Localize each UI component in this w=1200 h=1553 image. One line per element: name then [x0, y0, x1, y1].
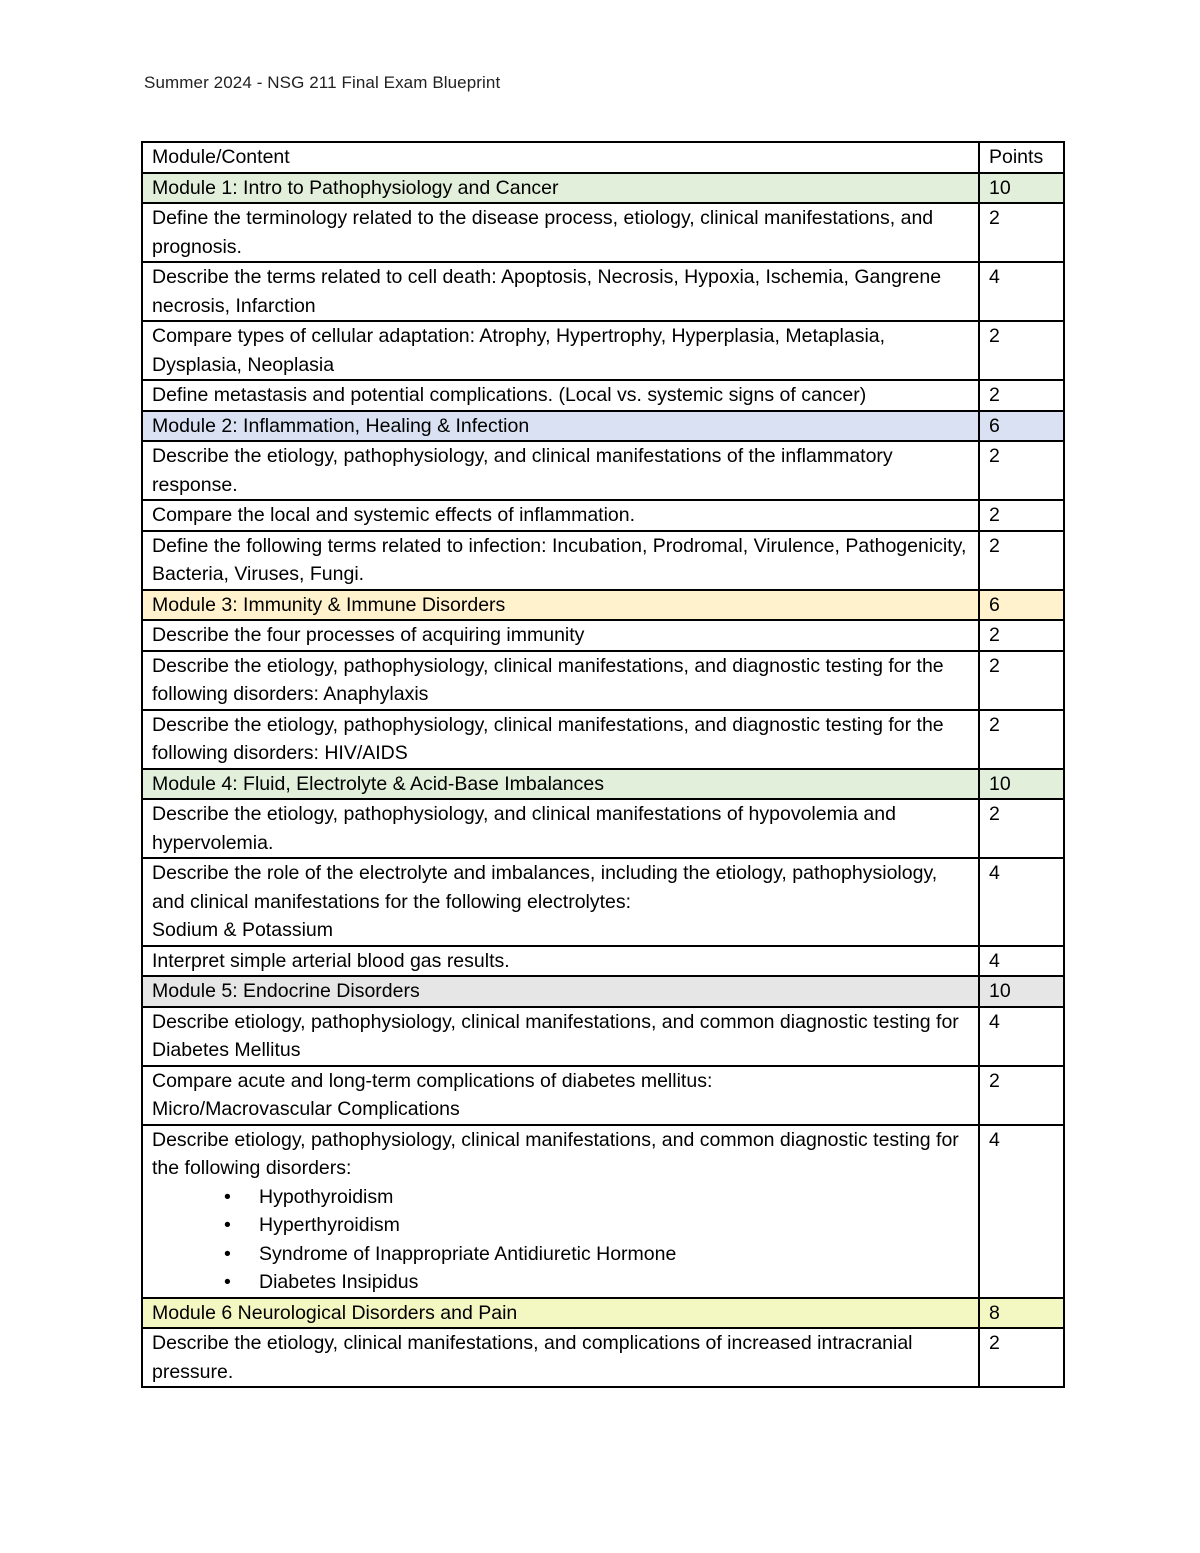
disorder-bullet-item: • Diabetes Insipidus: [152, 1268, 969, 1297]
points-cell: 4: [979, 1125, 1064, 1298]
points-cell: 4: [979, 1007, 1064, 1066]
content-cell: [142, 441, 979, 500]
module-title-cell: [142, 173, 979, 204]
objective-text: Describe the etiology, clinical manifestations, and complications of increased intracranial pressure.: [152, 1332, 913, 1383]
points-cell: 2: [979, 203, 1064, 262]
table-row: [142, 321, 1064, 380]
objective-text: Describe the role of the electrolyte and imbalances, including the etiology, pathophysiology, and clinical manifestations for the following electrolytes:: [152, 862, 938, 913]
disorder-bullet-item: • Syndrome of Inappropriate Antidiuretic Hormone: [152, 1240, 969, 1269]
module-points-cell: 6: [979, 411, 1064, 442]
objective-text: Describe the etiology, pathophysiology, and clinical manifestations of the inflammatory response.: [152, 445, 893, 496]
table-row: [142, 1007, 1064, 1066]
table-row: [142, 858, 1064, 946]
content-cell: [142, 946, 979, 977]
points-cell: 4: [979, 262, 1064, 321]
table-row: [142, 1066, 1064, 1125]
content-cell: [142, 710, 979, 769]
objective-text: Define the terminology related to the disease process, etiology, clinical manifestations, and prognosis.: [152, 207, 934, 258]
objective-text: Describe the etiology, pathophysiology, clinical manifestations, and diagnostic testing for the following disorders: Anaphylaxis: [152, 654, 944, 705]
points-cell: 2: [979, 380, 1064, 411]
objective-text: Define metastasis and potential complications. (Local vs. systemic signs of cancer): [152, 384, 867, 406]
content-cell: [142, 1328, 979, 1387]
module-row: [142, 976, 1064, 1007]
page-title: Summer 2024 - NSG 211 Final Exam Blueprint: [144, 73, 501, 92]
objective-text: Describe the etiology, pathophysiology, clinical manifestations, and diagnostic testing for the following disorders: HIV/AIDS: [152, 713, 944, 764]
table-row: [142, 441, 1064, 500]
content-cell: [142, 1125, 979, 1298]
module-title: Module 1: Intro to Pathophysiology and Cancer: [152, 176, 559, 199]
module-row: [142, 1298, 1064, 1329]
objective-text: Compare acute and long-term complications of diabetes mellitus:: [152, 1069, 713, 1092]
table-row: [142, 799, 1064, 858]
table-row: [142, 1125, 1064, 1298]
points-cell: 2: [979, 710, 1064, 769]
content-cell: [142, 262, 979, 321]
disorder-bullet-list: [152, 1183, 969, 1297]
points-cell: 2: [979, 321, 1064, 380]
disorder-bullet-item: • Hypothyroidism: [152, 1183, 969, 1212]
content-cell: [142, 620, 979, 651]
content-cell: [142, 321, 979, 380]
content-cell: [142, 500, 979, 531]
table-header-row: [142, 142, 1064, 173]
module-title-cell: [142, 411, 979, 442]
content-cell: [142, 858, 979, 946]
points-cell: 2: [979, 651, 1064, 710]
table-row: [142, 531, 1064, 590]
exam-blueprint-table: [141, 141, 1065, 1388]
module-title: Module 2: Inflammation, Healing & Infection: [152, 414, 530, 437]
points-cell: 2: [979, 620, 1064, 651]
module-title: Module 5: Endocrine Disorders: [152, 980, 420, 1002]
module-row: [142, 590, 1064, 621]
table-row: [142, 1328, 1064, 1387]
module-row: [142, 411, 1064, 442]
objective-text: Describe etiology, pathophysiology, clinical manifestations, and common diagnostic testing for the following disorders:: [152, 1128, 959, 1179]
disorder-bullet-item: • Hyperthyroidism: [152, 1211, 969, 1240]
points-cell: 2: [979, 1066, 1064, 1125]
content-cell: [142, 1066, 979, 1125]
table-row: [142, 651, 1064, 710]
module-title: Module 3: Immunity & Immune Disorders: [152, 593, 506, 616]
objective-text: Compare types of cellular adaptation: Atrophy, Hypertrophy, Hyperplasia, Metaplasia, Dysplasia, Neoplasia: [152, 325, 886, 376]
objective-text: Define the following terms related to infection: Incubation, Prodromal, Virulence, Pathogenicity, Bacteria, Viruses, Fungi.: [152, 534, 967, 585]
header-content-cell: Module/Content: [142, 142, 979, 173]
module-points-cell: 10: [979, 769, 1064, 800]
module-title-cell: [142, 976, 979, 1007]
table-row: [142, 620, 1064, 651]
objective-text: Interpret simple arterial blood gas results.: [152, 949, 510, 972]
objective-text: Describe etiology, pathophysiology, clinical manifestations, and common diagnostic testing for Diabetes Mellitus: [152, 1010, 959, 1061]
points-cell: 4: [979, 858, 1064, 946]
module-points-cell: 6: [979, 590, 1064, 621]
module-title: Module 4: Fluid, Electrolyte & Acid-Base Imbalances: [152, 772, 604, 795]
module-row: [142, 173, 1064, 204]
content-cell: [142, 1007, 979, 1066]
points-cell: 2: [979, 1328, 1064, 1387]
objective-extra-line: Micro/Macrovascular Complications: [152, 1098, 460, 1120]
objective-text: Describe the terms related to cell death: Apoptosis, Necrosis, Hypoxia, Ischemia, Gangrene necrosis, Infarction: [152, 266, 942, 317]
module-row: [142, 769, 1064, 800]
points-cell: 2: [979, 500, 1064, 531]
content-cell: [142, 651, 979, 710]
module-points-cell: 8: [979, 1298, 1064, 1329]
table-row: [142, 710, 1064, 769]
content-cell: [142, 203, 979, 262]
module-points-cell: 10: [979, 976, 1064, 1007]
objective-text: Describe the four processes of acquiring immunity: [152, 624, 585, 646]
table-row: [142, 262, 1064, 321]
module-points-cell: 10: [979, 173, 1064, 204]
points-cell: 4: [979, 946, 1064, 977]
points-cell: 2: [979, 441, 1064, 500]
objective-text: Describe the etiology, pathophysiology, and clinical manifestations of hypovolemia and hypervolemia.: [152, 803, 896, 854]
module-title-cell: [142, 1298, 979, 1329]
module-title-cell: [142, 590, 979, 621]
content-cell: [142, 531, 979, 590]
table-row: [142, 380, 1064, 411]
objective-text: Compare the local and systemic effects of inflammation.: [152, 504, 636, 526]
module-title: Module 6 Neurological Disorders and Pain: [152, 1301, 518, 1324]
points-cell: 2: [979, 531, 1064, 590]
content-cell: [142, 799, 979, 858]
table-row: [142, 946, 1064, 977]
objective-extra-line: Sodium & Potassium: [152, 919, 333, 941]
content-cell: [142, 380, 979, 411]
module-title-cell: [142, 769, 979, 800]
points-cell: 2: [979, 799, 1064, 858]
table-row: [142, 203, 1064, 262]
table-row: [142, 500, 1064, 531]
header-points-cell: Points: [979, 142, 1064, 173]
